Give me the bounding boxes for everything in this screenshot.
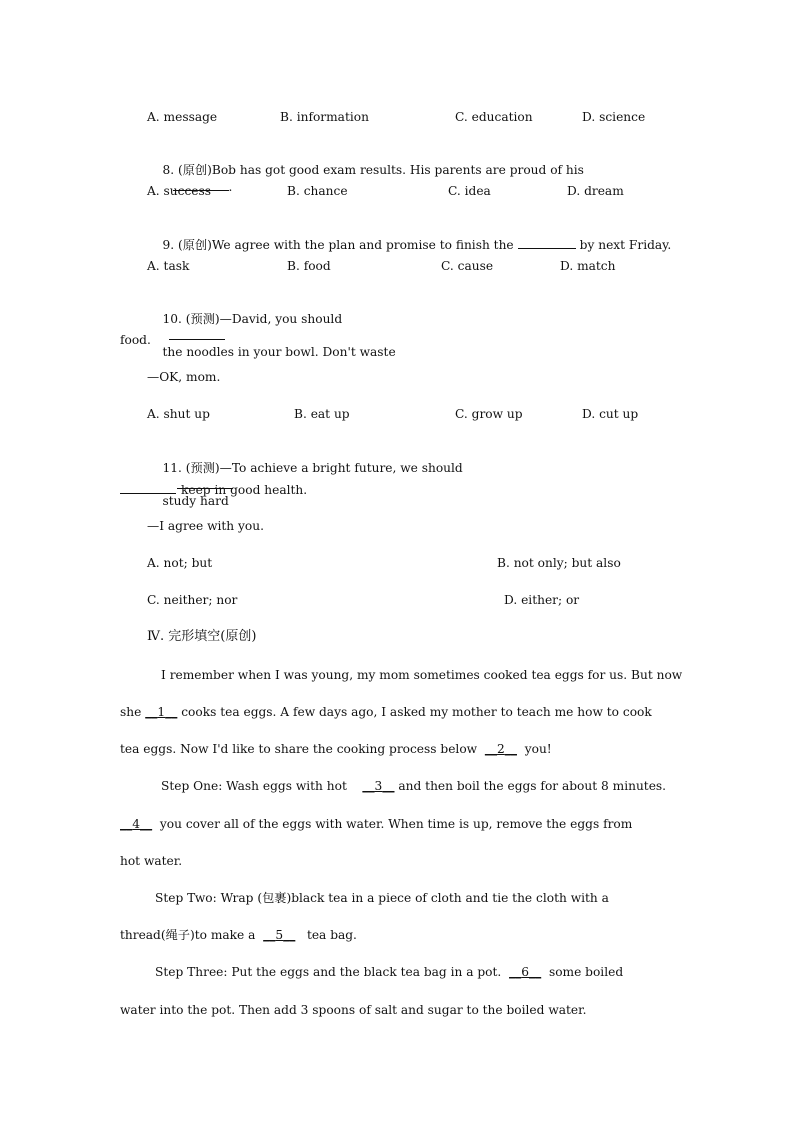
cloze-blank-3[interactable]: __3__ <box>362 779 395 793</box>
q8-stem-text: 8. (原创)Bob has got good exam results. His parents are proud of his <box>162 163 584 177</box>
passage-line: Step Two: Wrap (包裹)black tea in a piece of cloth and tie the cloth with a <box>155 891 609 905</box>
q10-answer-blank[interactable] <box>169 327 225 340</box>
q7-option-c: C. education <box>455 110 533 124</box>
q10-stem-text: 10. (预测)—David, you should <box>162 312 343 326</box>
q11-cont-text: keep in good health. <box>181 483 308 497</box>
q11-answer-blank-2[interactable] <box>120 481 176 494</box>
q8-option-a: A. success <box>147 184 212 198</box>
q7-option-d: D. science <box>582 110 646 124</box>
q11-option-a: A. not; but <box>147 556 213 570</box>
q8-stem-end: . <box>228 180 233 194</box>
q10-option-a: A. shut up <box>147 407 210 421</box>
q11-option-b: B. not only; but also <box>497 556 621 570</box>
passage-line <box>161 778 666 794</box>
cloze-blank-1[interactable]: __1__ <box>145 705 178 719</box>
q10-option-d: D. cut up <box>582 407 639 421</box>
q11-option-c: C. neither; nor <box>147 593 238 607</box>
q8-option-b: B. chance <box>287 184 348 198</box>
q9-option-d: D. match <box>560 259 616 273</box>
passage-line <box>120 704 652 720</box>
q11-stem-end: study hard <box>162 494 229 508</box>
passage-text: you cover all of the eggs with water. When time is up, remove the eggs from <box>159 817 633 831</box>
cloze-blank-6[interactable]: __6__ <box>509 965 542 979</box>
passage-line <box>120 816 632 832</box>
passage-text: thread(绳子)to make a <box>120 928 256 942</box>
q10-stem-end: the noodles in your bowl. Don't waste <box>162 345 396 359</box>
q11-reply: —I agree with you. <box>147 519 264 533</box>
passage-line <box>155 964 623 980</box>
passage-line <box>120 927 357 943</box>
q9-option-c: C. cause <box>441 259 494 273</box>
q11-stem-text: 11. (预测)—To achieve a bright future, we should <box>162 461 463 475</box>
passage-line: I remember when I was young, my mom sometimes cooked tea eggs for us. But now <box>161 668 683 682</box>
q8-stem <box>147 146 584 211</box>
passage-text: some boiled <box>548 965 624 979</box>
q9-stem-end: by next Friday. <box>579 238 672 252</box>
cloze-blank-2[interactable]: __2__ <box>484 742 517 756</box>
passage-text: cooks tea eggs. A few days ago, I asked my mother to teach me how to cook <box>181 705 652 719</box>
q7-option-b: B. information <box>280 110 369 124</box>
passage-text: and then boil the eggs for about 8 minutes. <box>398 779 667 793</box>
passage-text: Step Three: Put the eggs and the black tea bag in a pot. <box>155 965 502 979</box>
q10-stem-continued: food. <box>120 333 151 347</box>
cloze-blank-5[interactable]: __5__ <box>263 928 296 942</box>
passage-line: water into the pot. Then add 3 spoons of salt and sugar to the boiled water. <box>120 1003 587 1017</box>
passage-text: Step One: Wash eggs with hot <box>161 779 347 793</box>
passage-line: hot water. <box>120 854 183 868</box>
q7-option-a: A. message <box>147 110 218 124</box>
section-heading: Ⅳ. 完形填空(原创) <box>147 629 257 644</box>
q9-stem-text: 9. (原创)We agree with the plan and promise to finish the <box>162 238 514 252</box>
passage-text: she <box>120 705 142 719</box>
q9-option-a: A. task <box>147 259 190 273</box>
cloze-blank-4[interactable]: __4__ <box>120 817 153 831</box>
q10-reply: —OK, mom. <box>147 370 221 384</box>
passage-text: tea eggs. Now I'd like to share the cooking process below <box>120 742 478 756</box>
q8-option-c: C. idea <box>448 184 491 198</box>
q11-stem-continued <box>120 481 307 498</box>
q10-stem <box>147 295 396 376</box>
q10-option-c: C. grow up <box>455 407 523 421</box>
q11-option-d: D. either; or <box>504 593 580 607</box>
q9-option-b: B. food <box>287 259 331 273</box>
passage-line <box>120 741 552 757</box>
q8-option-d: D. dream <box>567 184 624 198</box>
passage-text: you! <box>524 742 552 756</box>
q9-answer-blank[interactable] <box>518 236 576 249</box>
q10-option-b: B. eat up <box>294 407 350 421</box>
passage-text: tea bag. <box>306 928 357 942</box>
